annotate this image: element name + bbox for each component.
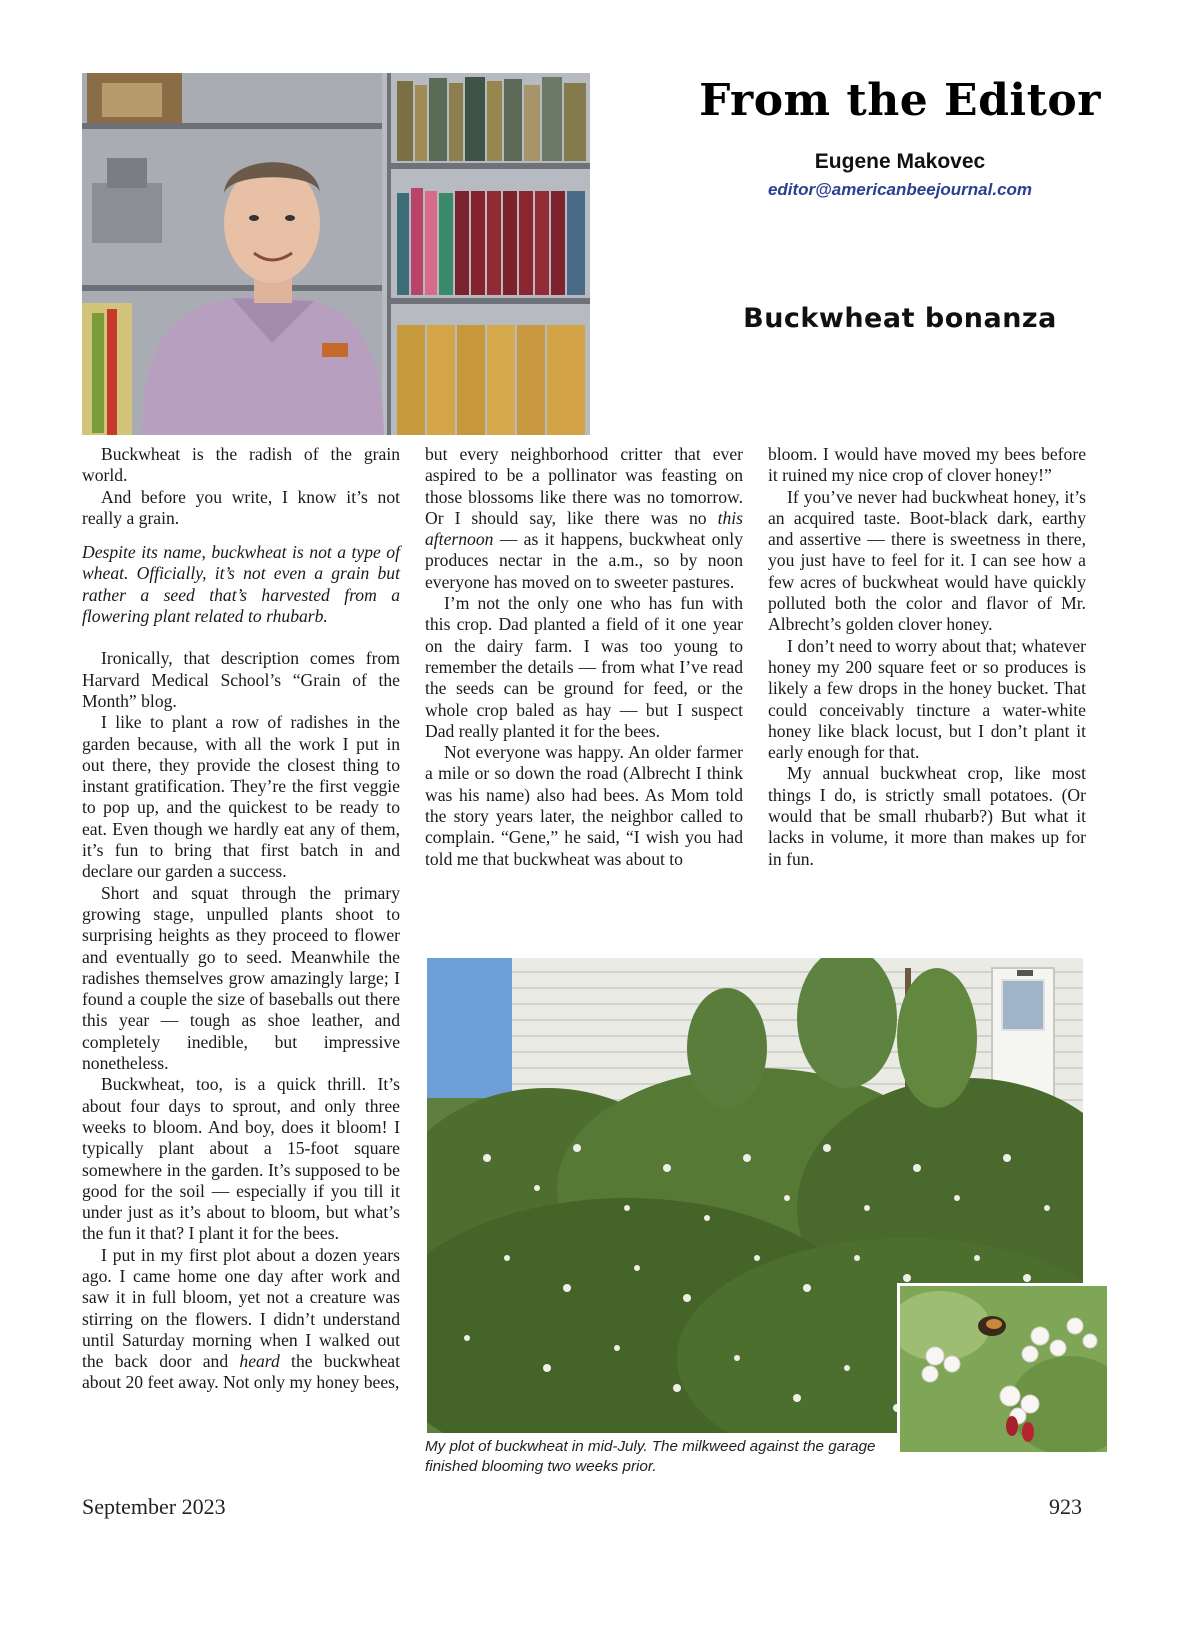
article-column-3 xyxy=(768,444,1086,870)
emphasis-text: heard xyxy=(239,1351,280,1372)
paragraph xyxy=(425,444,743,593)
photo-caption: My plot of buckwheat in mid-July. The milkweed against the garage finished blooming two weeks prior. xyxy=(425,1438,876,1475)
bee-on-buckwheat-inset-photo xyxy=(897,1283,1110,1455)
issue-date: September 2023 xyxy=(82,1494,226,1519)
paragraph: My annual buckwheat crop, like most things I do, is strictly small potatoes. (Or would that be small rhubarb?) But what it lacks in volume, it more than makes up for in fun. xyxy=(768,763,1086,869)
paragraph: Not everyone was happy. An older farmer a mile or so down the road (Albrecht I think was his name) also had bees. As Mom told the story years later, the neighbor called to complain. “Gene,” he said, “I wish you had told me that buckwheat was about to xyxy=(425,742,743,869)
author-email-link[interactable]: editor@americanbeejournal.com xyxy=(767,180,1033,199)
paragraph-text: I put in my first plot about a dozen years ago. I came home one day after work and saw it in full bloom, yet not a creature was stirring on the flowers. I didn’t understand until Saturday morning when I walked out the back door and xyxy=(82,1244,400,1372)
paragraph: Buckwheat is the radish of the grain world. xyxy=(82,444,400,486)
article-column-2 xyxy=(425,444,743,870)
article-title: Buckwheat bonanza xyxy=(743,303,1057,334)
paragraph: bloom. I would have moved my bees before it ruined my nice crop of clover honey!” xyxy=(768,444,1086,486)
page-number: 923 xyxy=(1049,1494,1082,1519)
paragraph: Short and squat through the primary growing stage, unpulled plants shoot to surprising heights as they proceed to flower and eventually go to seed. Meanwhile the radishes themselves grow amazingly large; I found a couple the size of baseballs out there this year — tough as shoe leather, and completely inedible, but impressive nonetheless. xyxy=(82,882,400,1074)
article-column-1 xyxy=(82,444,400,1394)
author-name: Eugene Makovec xyxy=(814,150,986,173)
paragraph: Ironically, that description comes from Harvard Medical School’s “Grain of the Month” blog. xyxy=(82,648,400,711)
pull-quote: Despite its name, buckwheat is not a type of wheat. Officially, it’s not even a grain but rather a seed that’s harvested from a flowering plant related to rhubarb. xyxy=(82,542,400,627)
paragraph-text: the buckwheat about 20 feet away. Not only my honey bees, xyxy=(82,1351,401,1393)
paragraph: Buckwheat, too, is a quick thrill. It’s about four days to sprout, and only three weeks to bloom. And boy, does it bloom! I typically plant about a 15-foot square somewhere in the garden. It’s supposed to be good for the soil — especially if you till it under just as it’s about to bloom, but what’s the fun it that? I plant it for the bees. xyxy=(82,1074,400,1244)
paragraph: And before you write, I know it’s not really a grain. xyxy=(82,486,400,528)
paragraph: I don’t need to worry about that; whatever honey my 200 square feet or so produces is likely a few drops in the honey bucket. That could conceivably tincture a water-white honey like black locust, but I don’t plant it early enough for that. xyxy=(768,635,1086,763)
emphasis-text: this afternoon xyxy=(425,507,743,550)
paragraph: I’m not the only one who has fun with this crop. Dad planted a field of it one year on the dairy farm. I was too young to remember the details — from what I’ve read the seeds can be ground for feed, or the whole crop baled as hay — but I suspect Dad really planted it for the bees. xyxy=(425,593,743,741)
paragraph-text: but every neighborhood critter that ever aspired to be a pollinator was feasting on those blossoms like there was no tomorrow. Or I should say, like there was no xyxy=(425,444,743,528)
paragraph xyxy=(82,1245,400,1394)
paragraph: If you’ve never had buckwheat honey, it’s an acquired taste. Boot-black dark, earthy and assertive — there is sweetness in there, you just have to feel for it. I can see how a few acres of buckwheat would have quickly polluted both the color and flavor of Mr. Albrecht’s golden clover honey. xyxy=(768,486,1086,635)
editor-portrait-photo xyxy=(82,73,590,435)
paragraph-text: — as it happens, buckwheat only produces nectar in the a.m., so by noon everyone has moved on to sweeter pastures. xyxy=(425,529,743,592)
paragraph: I like to plant a row of radishes in the garden because, with all the work I put in out there, they provide the closest thing to instant gratification. They’re the first veggie to pop up, and the quickest to be ready to eat. Even though we hardly eat any of them, it’s fun to bring that first batch in and declare our garden a success. xyxy=(82,712,400,882)
section-title: From the Editor xyxy=(699,75,1101,126)
